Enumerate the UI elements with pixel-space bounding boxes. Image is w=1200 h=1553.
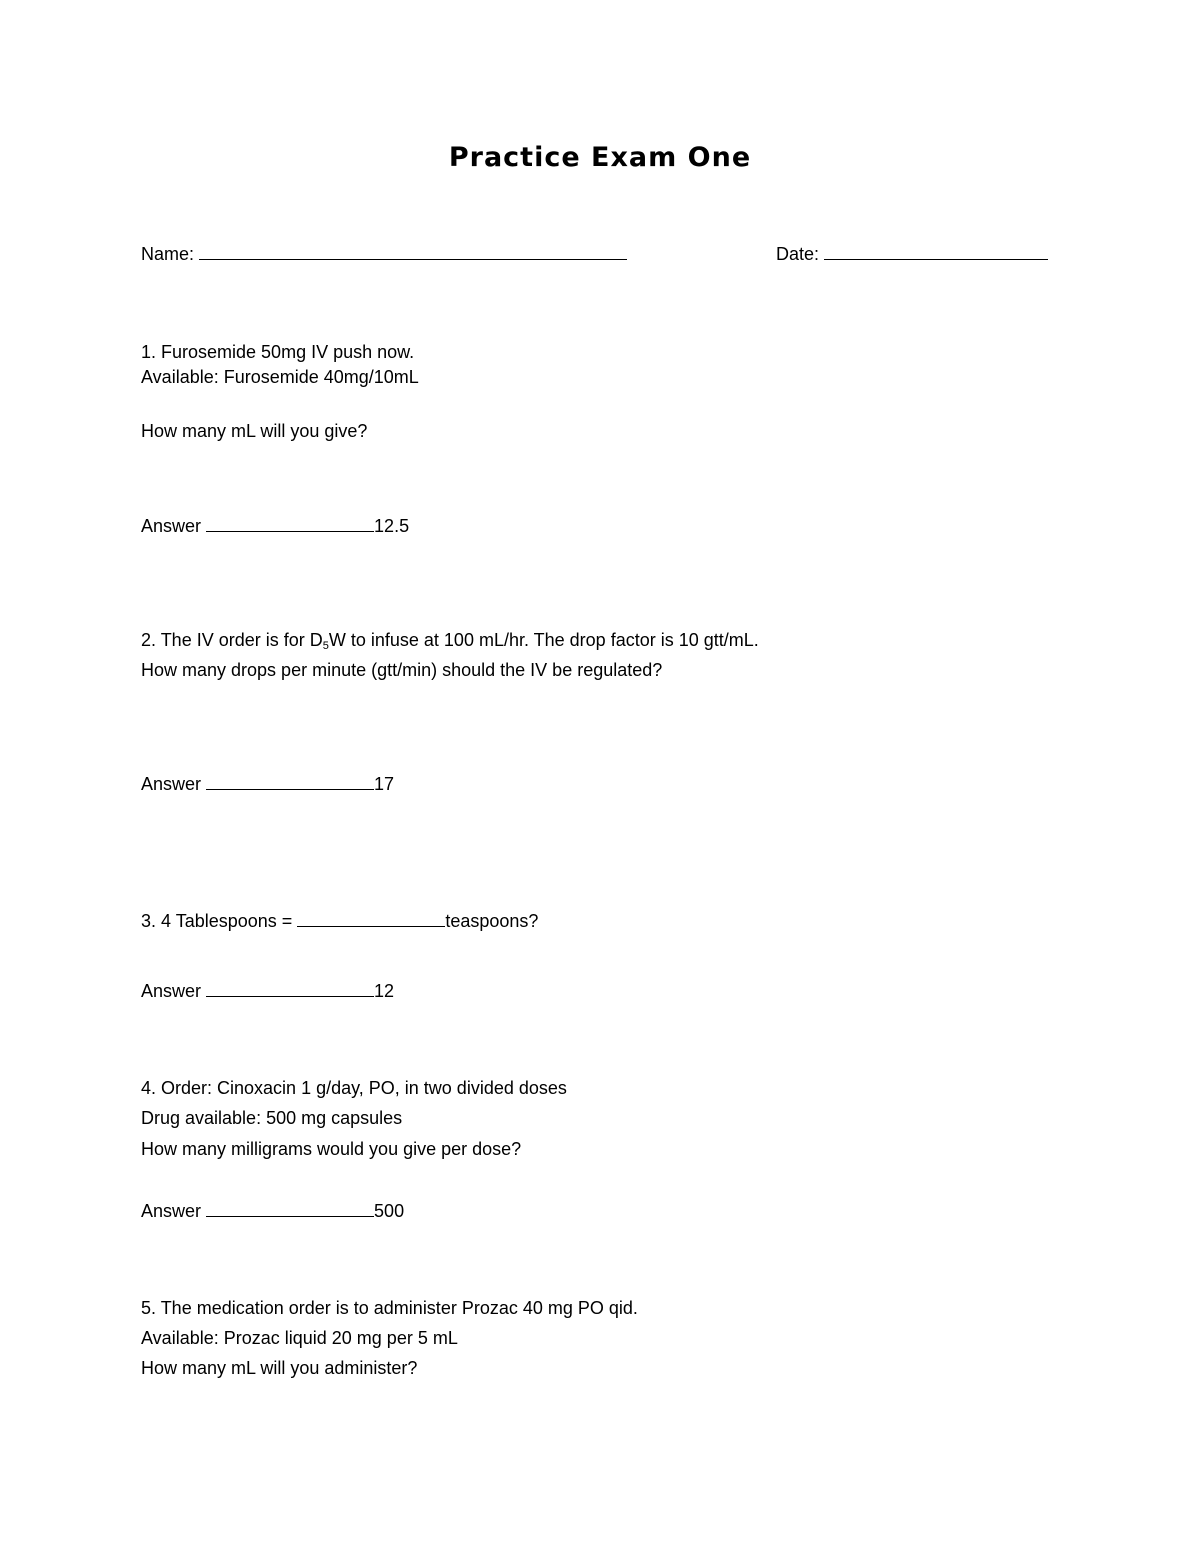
q5-prompt: 5. The medication order is to administer Prozac 40 mg PO qid.	[141, 1298, 638, 1318]
date-field[interactable]	[824, 242, 1048, 260]
q2-question: How many drops per minute (gtt/min) should the IV be regulated?	[141, 660, 663, 680]
q2-prompt	[141, 629, 759, 651]
name-row	[141, 242, 627, 265]
q3-prompt-start: 3. 4 Tablespoons =	[141, 911, 293, 931]
q1-available: Available: Furosemide 40mg/10mL	[141, 367, 419, 387]
q1-answer-field[interactable]	[206, 514, 374, 532]
q3-answer-value: 12	[374, 981, 395, 1001]
q5-question: How many mL will you administer?	[141, 1358, 418, 1378]
q4-prompt: 4. Order: Cinoxacin 1 g/day, PO, in two divided doses	[141, 1078, 567, 1098]
q3-answer-row	[141, 979, 394, 1002]
q4-answer-label: Answer	[141, 1201, 202, 1221]
q1-answer-value: 12.5	[374, 516, 410, 536]
q4-answer-row	[141, 1199, 404, 1222]
q4-question: How many milligrams would you give per dose?	[141, 1139, 522, 1159]
q1-answer-label: Answer	[141, 516, 202, 536]
q2-answer-value: 17	[374, 774, 395, 794]
q2-answer-row	[141, 772, 394, 795]
q5-available: Available: Prozac liquid 20 mg per 5 mL	[141, 1328, 458, 1348]
q3-prompt-end: teaspoons?	[445, 911, 539, 931]
q2-prompt-subscript: 5	[322, 640, 329, 652]
q2-prompt-end: W to infuse at 100 mL/hr. The drop factor is 10 gtt/mL.	[328, 630, 759, 650]
q1-answer-row	[141, 514, 409, 537]
q2-prompt-start: 2. The IV order is for D	[141, 630, 323, 650]
q2-answer-field[interactable]	[206, 772, 374, 790]
q4-answer-field[interactable]	[206, 1199, 374, 1217]
q3-answer-label: Answer	[141, 981, 202, 1001]
q4-available: Drug available: 500 mg capsules	[141, 1108, 403, 1128]
q2-answer-label: Answer	[141, 774, 202, 794]
q4-answer-value: 500	[374, 1201, 405, 1221]
name-field[interactable]	[199, 242, 627, 260]
q3-answer-field[interactable]	[206, 979, 374, 997]
q1-question: How many mL will you give?	[141, 421, 368, 441]
page-title: Practice Exam One	[448, 142, 752, 173]
q3-prompt	[141, 909, 538, 932]
name-label: Name:	[141, 244, 195, 264]
q3-inline-field[interactable]	[297, 909, 445, 927]
q1-prompt: 1. Furosemide 50mg IV push now.	[141, 342, 415, 362]
date-label: Date:	[776, 244, 820, 264]
date-row	[776, 242, 1048, 265]
